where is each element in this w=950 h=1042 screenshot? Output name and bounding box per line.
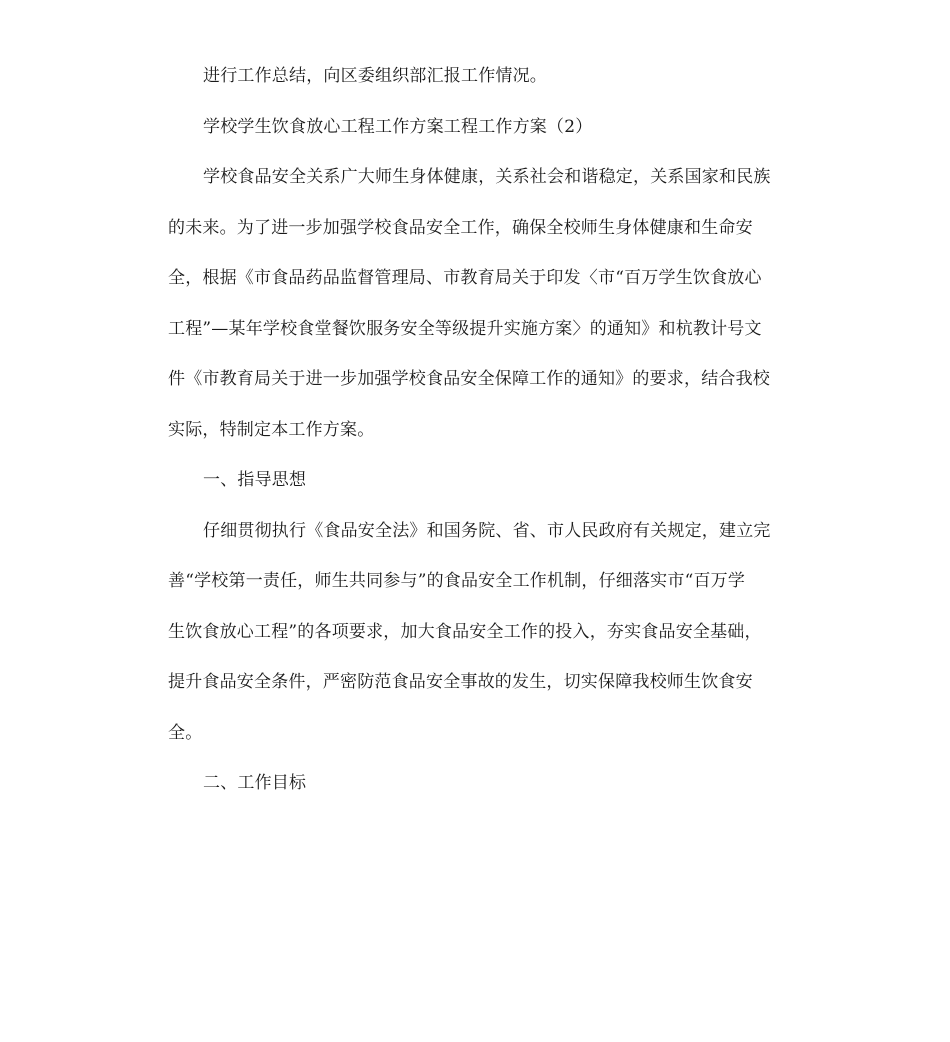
paragraph-line: 善“学校第一责任，师生共同参与”的食品安全工作机制，仔细落实市“百万学	[168, 571, 746, 591]
paragraph-food-safety-intro	[168, 159, 780, 462]
paragraph-line: 实际，特制定本工作方案。	[168, 419, 375, 440]
document-page	[168, 58, 780, 816]
section-title: 学校学生饮食放心工程工作方案工程工作方案（2）	[203, 116, 593, 137]
paragraph-guiding-ideology	[168, 513, 780, 766]
paragraph-line: 的未来。为了进一步加强学校食品安全工作，确保全校师生身体健康和生命安	[168, 217, 753, 238]
paragraph-line: 学校食品安全关系广大师生身体健康，关系社会和谐稳定，关系国家和民族	[203, 167, 771, 187]
intro-tail-line: 进行工作总结，向区委组织部汇报工作情况。	[203, 66, 547, 86]
paragraph-line: 件《市教育局关于进一步加强学校食品安全保障工作的通知》的要求，结合我校	[168, 369, 770, 389]
heading-work-goals: 二、工作目标	[203, 773, 307, 793]
heading-guiding-ideology: 一、指导思想	[203, 470, 307, 490]
paragraph-line: 全，根据《市食品药品监督管理局、市教育局关于印发〈市“百万学生饮食放心	[168, 268, 762, 288]
paragraph-line: 工程”—某年学校食堂餐饮服务安全等级提升实施方案〉的通知》和杭教计号文	[168, 318, 762, 339]
paragraph-line: 生饮食放心工程”的各项要求，加大食品安全工作的投入，夯实食品安全基础，	[168, 621, 762, 642]
paragraph-line: 仔细贯彻执行《食品安全法》和国务院、省、市人民政府有关规定，建立完	[203, 520, 771, 541]
paragraph-line: 提升食品安全条件，严密防范食品安全事故的发生，切实保障我校师生饮食安	[168, 672, 753, 692]
paragraph-line: 全。	[168, 722, 203, 743]
